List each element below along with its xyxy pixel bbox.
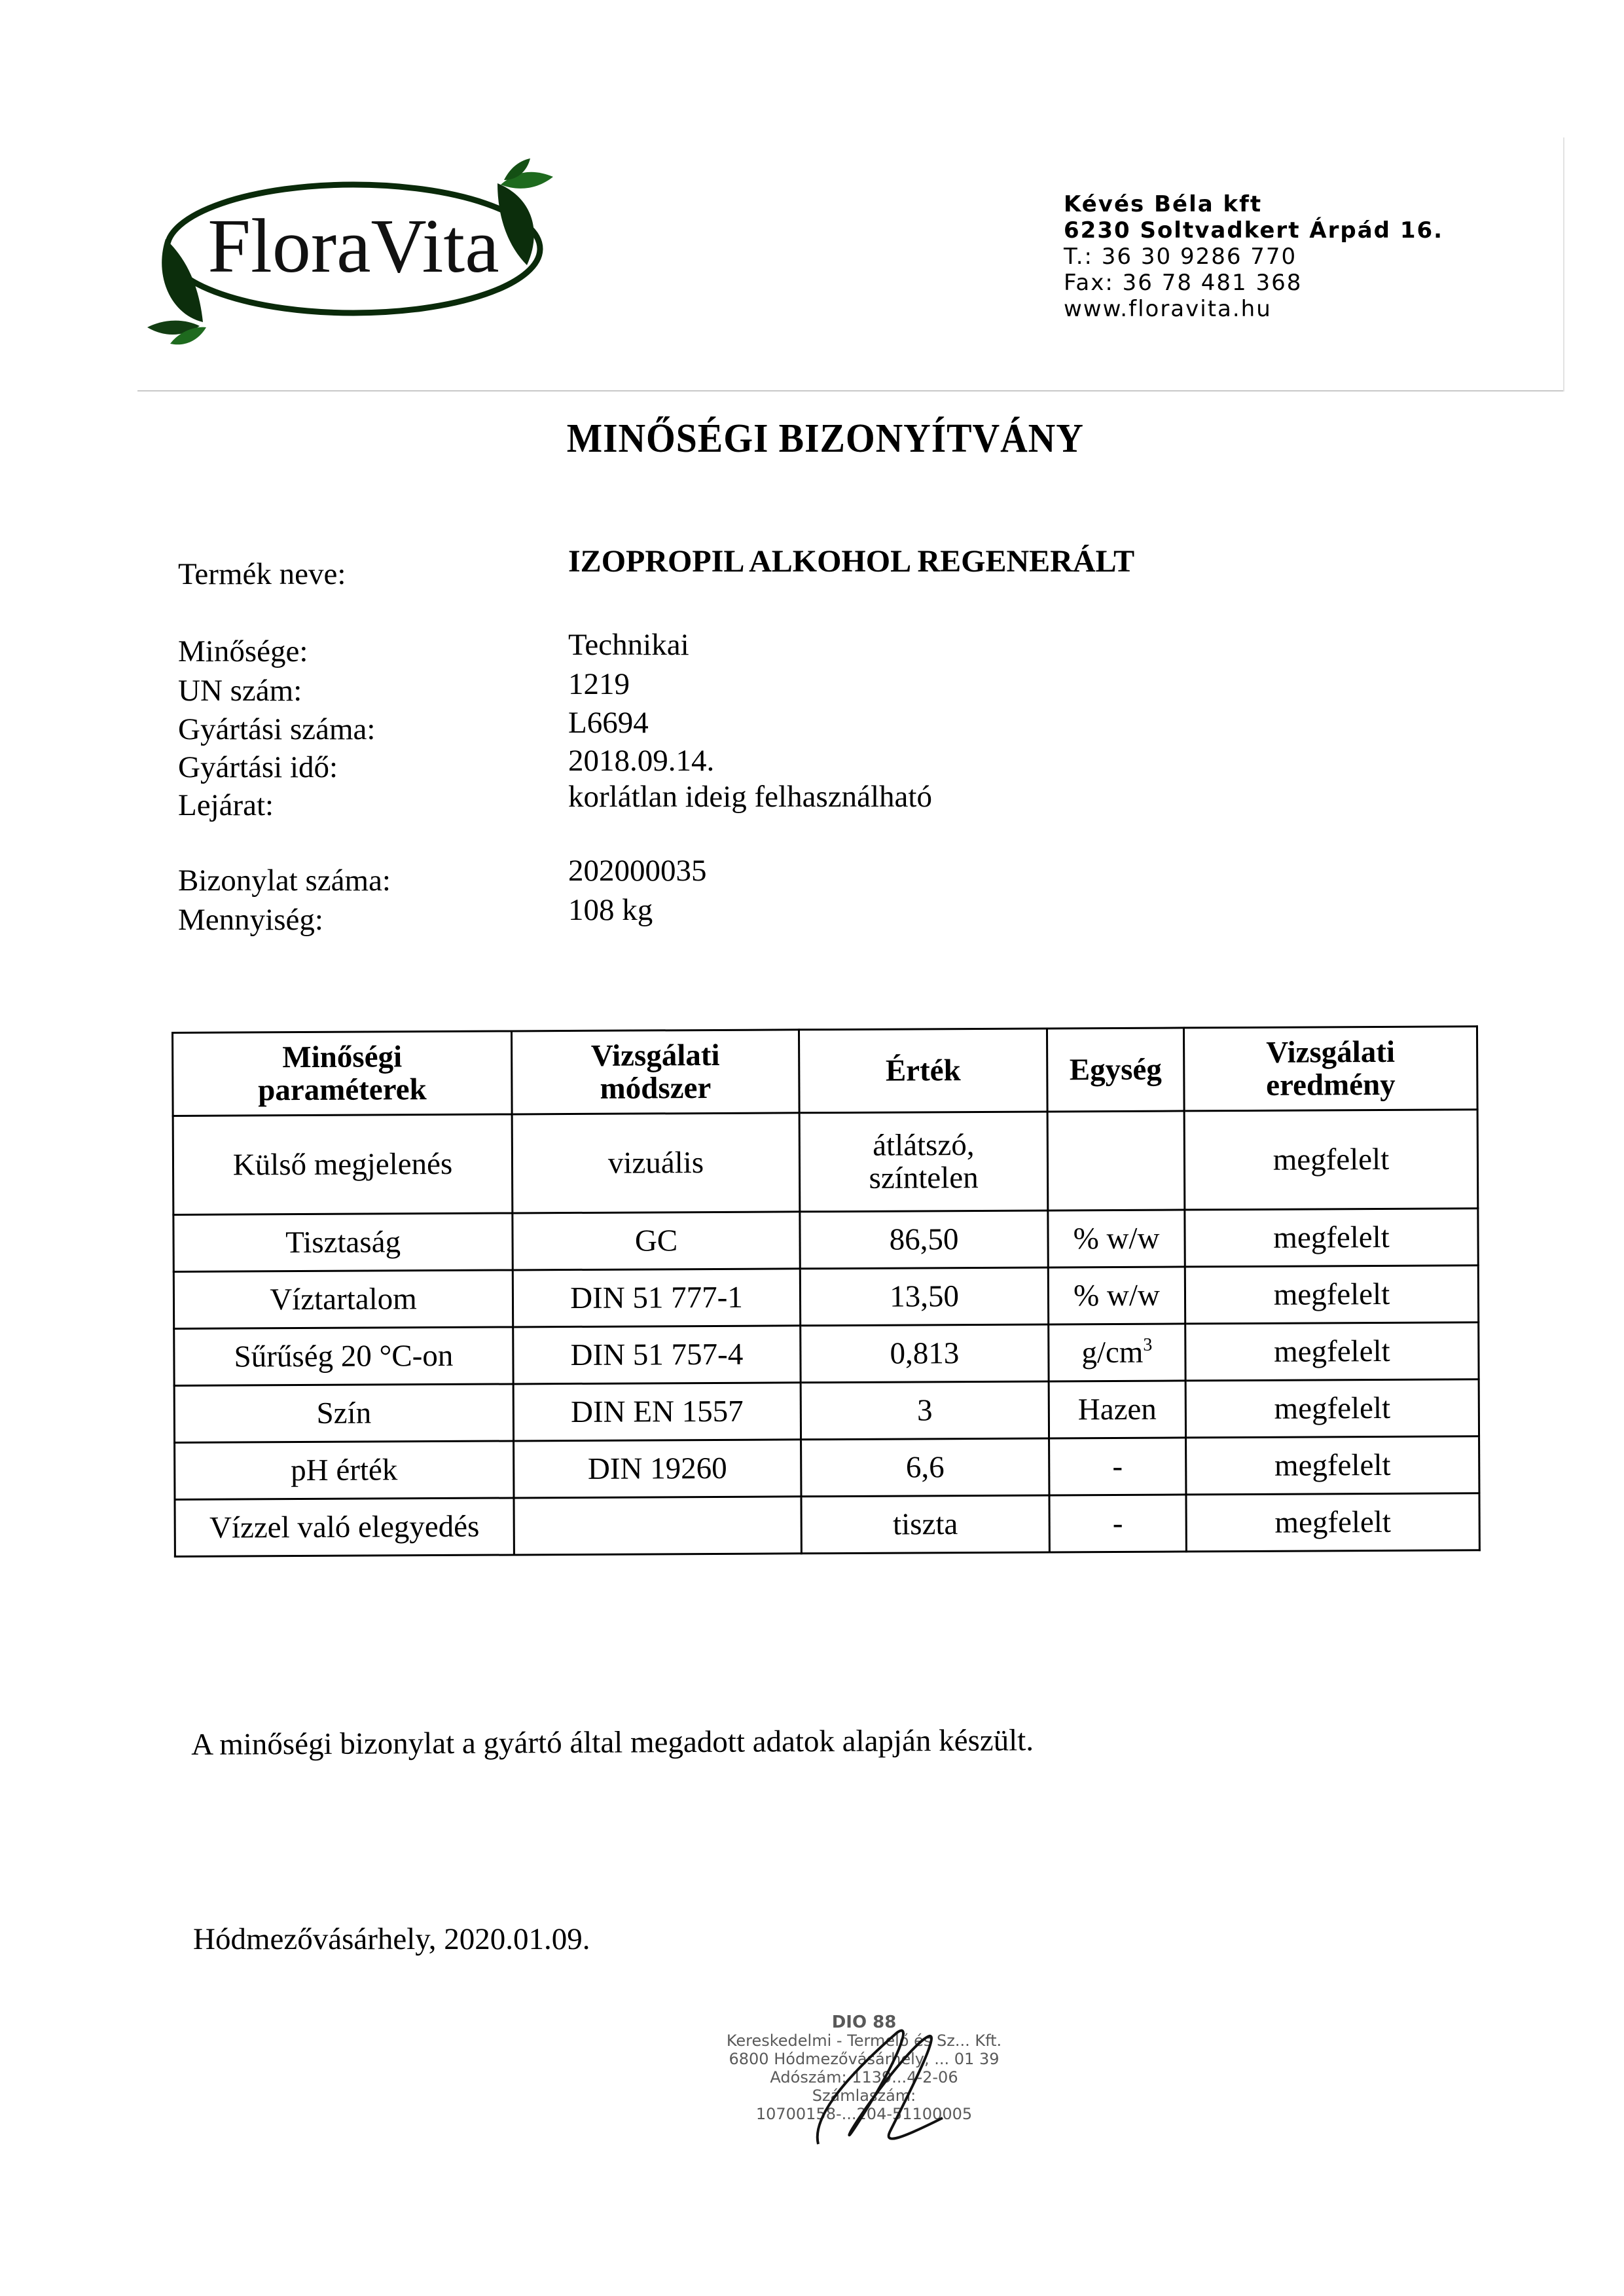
cell-unit: Hazen <box>1049 1381 1185 1438</box>
table-row <box>173 1209 1478 1272</box>
batch-number-value: L6694 <box>568 706 649 740</box>
grade-label: Minősége: <box>178 634 308 668</box>
cell-unit: % w/w <box>1048 1210 1185 1267</box>
signature-icon <box>805 2020 962 2151</box>
cell-result: megfelelt <box>1185 1266 1478 1324</box>
company-address: 6230 Soltvadkert Árpád 16. <box>1064 217 1444 244</box>
quality-parameters-table <box>171 1025 1481 1558</box>
header-method: Vizsgálati módszer <box>512 1030 800 1114</box>
cell-value: 6,6 <box>801 1438 1049 1497</box>
table-header-row <box>173 1027 1478 1116</box>
cell-result: megfelelt <box>1185 1209 1478 1267</box>
document-title <box>0 416 1624 462</box>
header-parameter: Minőségi paraméterek <box>173 1031 513 1116</box>
grade-value: Technikai <box>568 628 689 662</box>
header-unit: Egység <box>1047 1028 1184 1112</box>
cell-result: megfelelt <box>1186 1493 1479 1552</box>
header-divider <box>137 390 1564 392</box>
certificate-number-value: 202000035 <box>568 854 707 888</box>
table-row <box>173 1266 1478 1329</box>
expiry-label: Lejárat: <box>178 788 274 822</box>
cell-parameter: Sűrűség 20 °C-on <box>174 1327 513 1386</box>
cell-method: DIN 51 777-1 <box>513 1269 800 1327</box>
cell-value: 13,50 <box>800 1267 1048 1326</box>
un-number-value: 1219 <box>568 667 630 701</box>
expiry-value: korlátlan ideig felhasználható <box>568 780 932 814</box>
cell-parameter: Szín <box>174 1384 513 1443</box>
stamp-line: Adószám: 1139...4-2-06 <box>770 2068 958 2086</box>
cell-unit: - <box>1049 1495 1186 1552</box>
cell-method: DIN 51 757-4 <box>513 1326 801 1384</box>
cell-value: 0,813 <box>801 1324 1049 1383</box>
table-row <box>173 1110 1478 1215</box>
stamp-line: Számlaszám: <box>812 2086 916 2105</box>
cell-method <box>514 1497 801 1555</box>
quantity-value: 108 kg <box>568 893 653 927</box>
stamp-line: 6800 Hódmezővásárhely, ... 01 39 <box>729 2050 1000 2068</box>
document-title-text: MINŐSÉGI BIZONYÍTVÁNY <box>566 416 1084 461</box>
svg-text:FloraVita: FloraVita <box>208 203 499 289</box>
cell-result: megfelelt <box>1185 1322 1479 1381</box>
cell-method: DIN EN 1557 <box>513 1383 801 1441</box>
un-number-label: UN szám: <box>178 674 302 708</box>
cell-result: megfelelt <box>1185 1379 1479 1438</box>
cell-parameter: pH érték <box>175 1441 514 1500</box>
cell-unit: % w/w <box>1048 1267 1185 1324</box>
production-date-label: Gyártási idő: <box>178 750 338 784</box>
table-row <box>174 1322 1479 1386</box>
table-row <box>175 1436 1479 1500</box>
header-result: Vizsgálati eredmény <box>1183 1027 1477 1111</box>
product-name-label: Termék neve: <box>178 557 346 591</box>
table-row <box>175 1493 1479 1557</box>
cell-value: átlátszó, színtelen <box>799 1112 1048 1212</box>
cell-method: DIN 19260 <box>514 1440 801 1498</box>
leaf-oval-logo-icon <box>134 151 573 347</box>
product-name-value: IZOPROPIL ALKOHOL REGENERÁLT <box>568 544 1135 579</box>
certificate-number-label: Bizonylat száma: <box>178 864 391 898</box>
company-contact-block <box>1064 191 1443 322</box>
cell-value: 86,50 <box>800 1211 1048 1269</box>
cell-value: 3 <box>801 1381 1049 1440</box>
cell-unit: - <box>1049 1438 1186 1495</box>
stamp-line: 10700158-...204-51100005 <box>755 2105 973 2123</box>
cell-method: vizuális <box>512 1113 800 1213</box>
cell-parameter: Vízzel való elegyedés <box>175 1498 514 1557</box>
company-phone: T.: 36 30 9286 770 <box>1064 244 1297 270</box>
place-and-date: Hódmezővásárhely, 2020.01.09. <box>193 1922 590 1956</box>
cell-unit <box>1047 1111 1185 1211</box>
quantity-label: Mennyiség: <box>178 903 323 937</box>
stamp-line: Kereskedelmi - Termelő és Sz... Kft. <box>726 2032 1002 2050</box>
cell-method: GC <box>513 1212 800 1270</box>
production-date-value: 2018.09.14. <box>568 744 715 778</box>
table-row <box>174 1379 1479 1443</box>
company-website: www.floravita.hu <box>1064 296 1272 322</box>
cell-value: tiszta <box>801 1495 1049 1554</box>
header-edge <box>1563 137 1564 392</box>
cell-unit: $g/cm^3$ <box>1049 1324 1185 1381</box>
cell-parameter: Víztartalom <box>173 1270 513 1329</box>
cell-parameter: Külső megjelenés <box>173 1114 513 1215</box>
company-fax: Fax: 36 78 481 368 <box>1064 270 1303 296</box>
cell-parameter: Tisztaság <box>173 1213 513 1272</box>
floravita-logo <box>134 151 573 347</box>
cell-result: megfelelt <box>1184 1110 1478 1210</box>
company-name: Kévés Béla kft <box>1064 191 1263 217</box>
cell-result: megfelelt <box>1186 1436 1479 1495</box>
batch-number-label: Gyártási száma: <box>178 712 376 746</box>
stamp-line: DIO 88 <box>831 2013 897 2032</box>
header-value: Érték <box>799 1029 1047 1113</box>
certificate-note: A minőségi bizonylat a gyártó által megadott adatok alapján készült. <box>191 1723 1034 1762</box>
